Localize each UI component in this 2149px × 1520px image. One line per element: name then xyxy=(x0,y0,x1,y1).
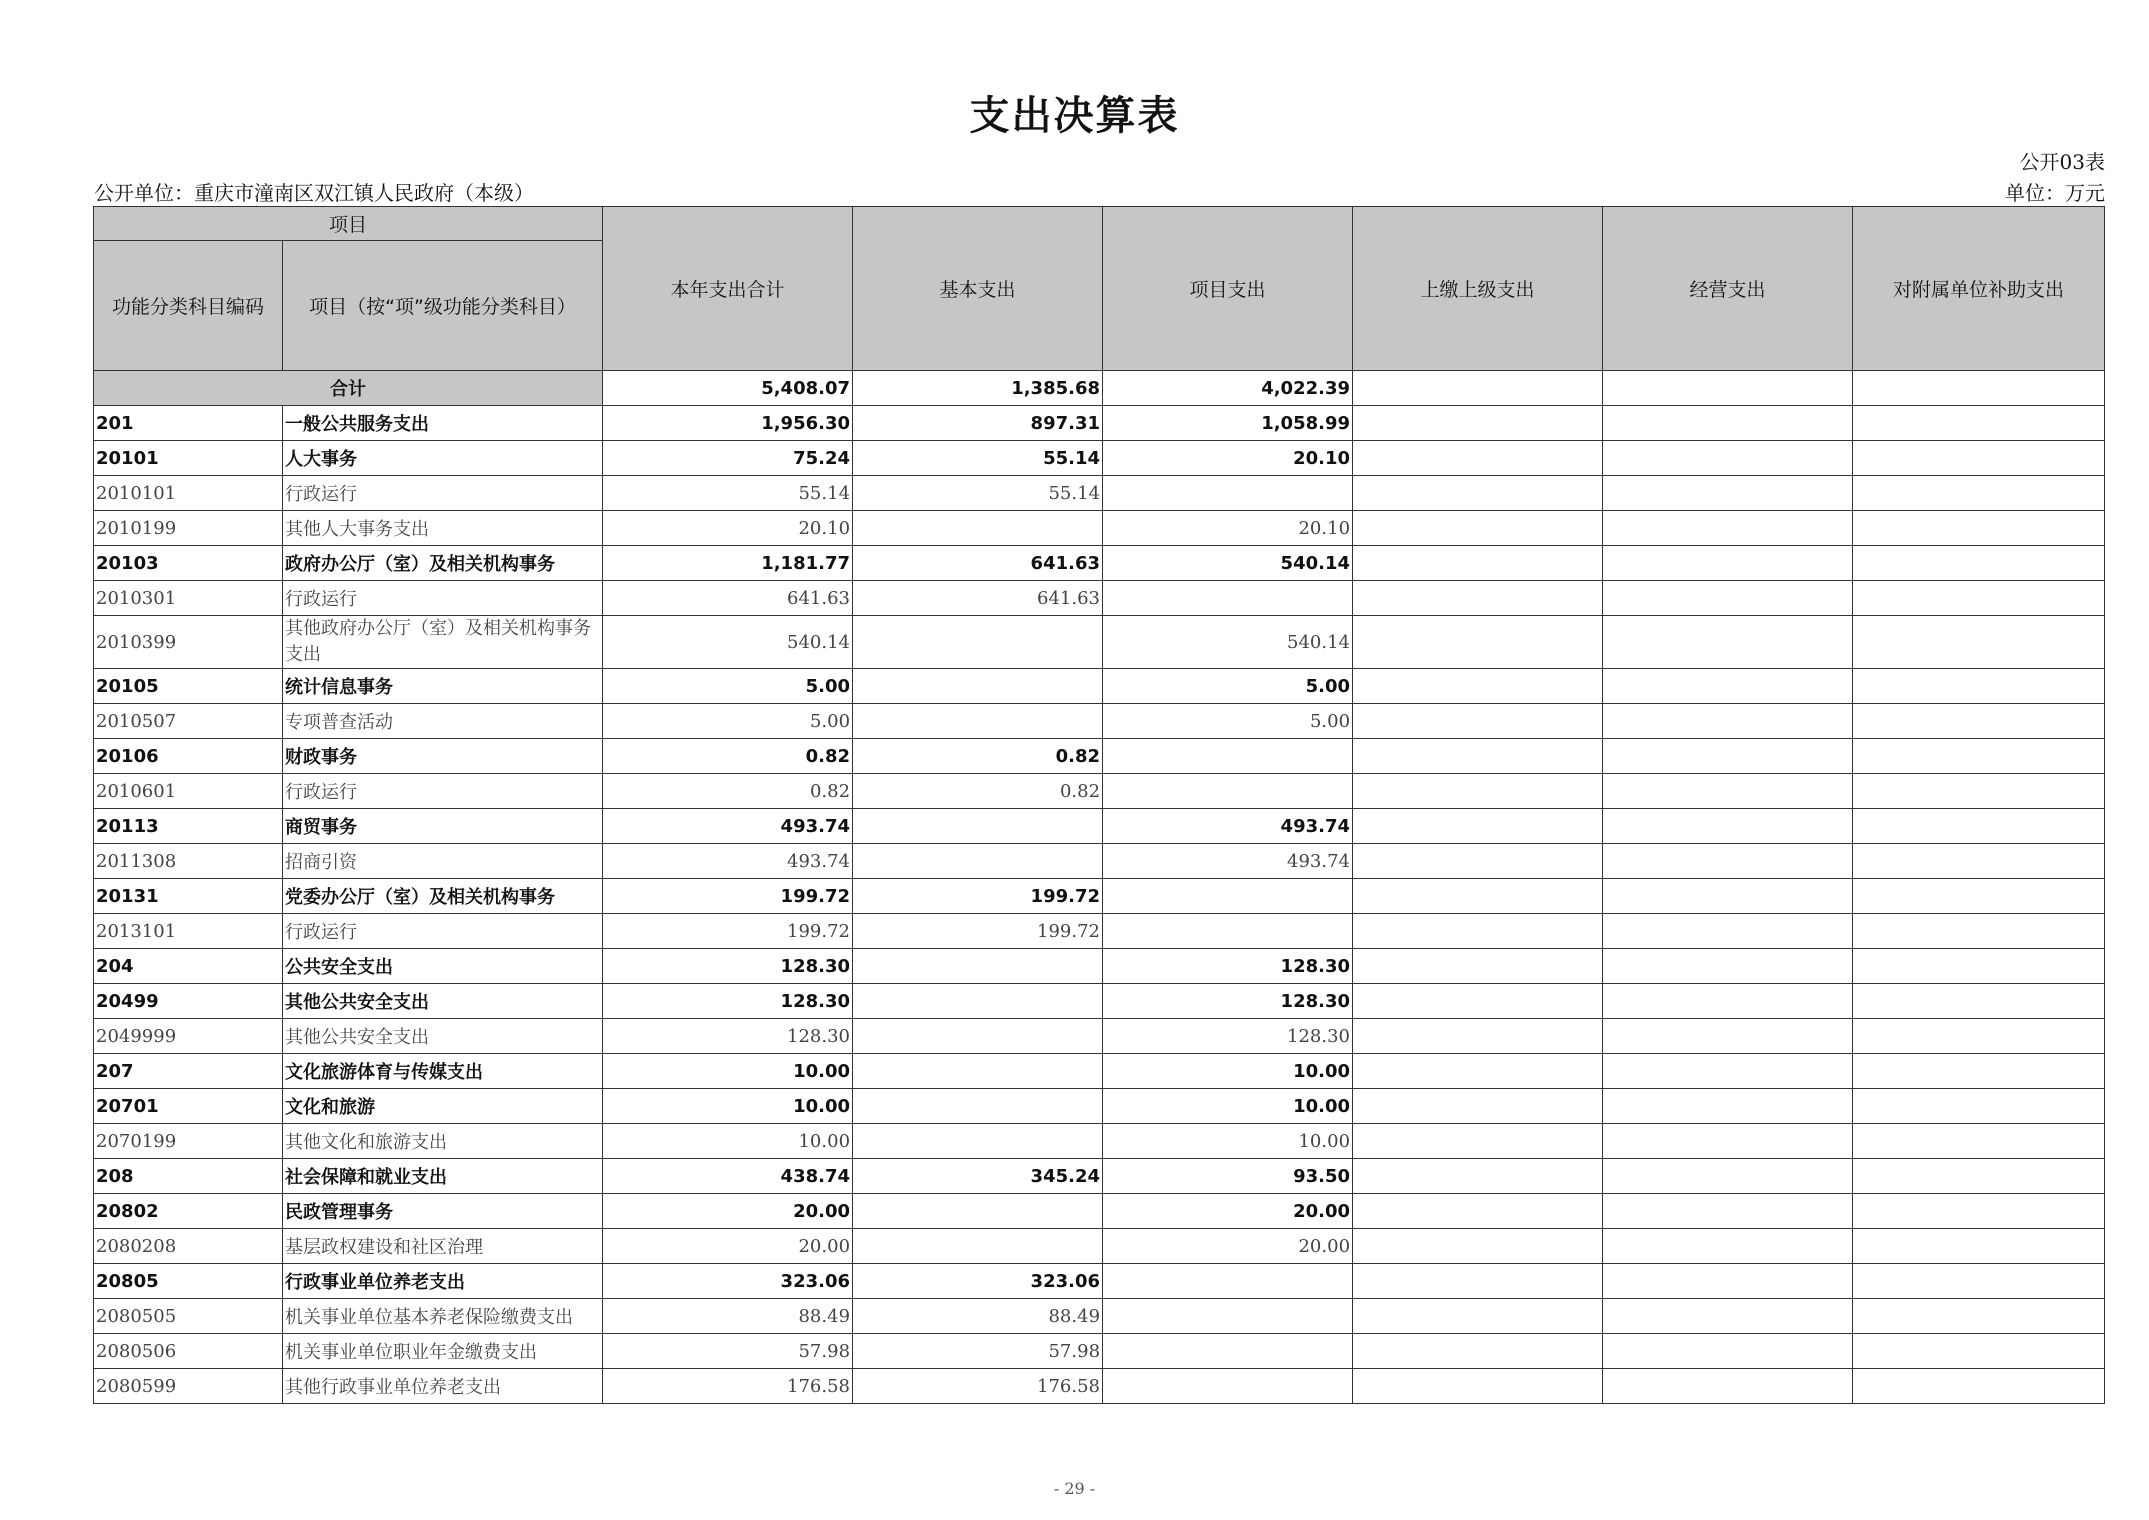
cell-project: 93.50 xyxy=(1103,1159,1353,1194)
cell-upper xyxy=(1353,581,1603,616)
cell-code: 20113 xyxy=(94,809,283,844)
cell-basic: 0.82 xyxy=(853,774,1103,809)
cell-name: 基层政权建设和社区治理 xyxy=(283,1229,603,1264)
cell-business xyxy=(1603,949,1853,984)
cell-total: 5.00 xyxy=(603,669,853,704)
cell-project xyxy=(1103,739,1353,774)
cell-subsidy xyxy=(1853,616,2105,669)
cell-code: 2080506 xyxy=(94,1334,283,1369)
cell-subsidy xyxy=(1853,1089,2105,1124)
cell-project: 493.74 xyxy=(1103,844,1353,879)
cell-business xyxy=(1603,914,1853,949)
cell-basic xyxy=(853,984,1103,1019)
cell-upper xyxy=(1353,1299,1603,1334)
cell-total: 88.49 xyxy=(603,1299,853,1334)
table-row xyxy=(94,914,2105,949)
cell-code: 2070199 xyxy=(94,1124,283,1159)
cell-name: 机关事业单位职业年金缴费支出 xyxy=(283,1334,603,1369)
cell-business xyxy=(1603,406,1853,441)
cell-total: 5.00 xyxy=(603,704,853,739)
cell-total: 55.14 xyxy=(603,476,853,511)
cell-business xyxy=(1603,844,1853,879)
cell-subsidy xyxy=(1853,1019,2105,1054)
cell-subsidy xyxy=(1853,1299,2105,1334)
cell-basic: 897.31 xyxy=(853,406,1103,441)
cell-upper xyxy=(1353,406,1603,441)
cell-basic xyxy=(853,1019,1103,1054)
cell-upper xyxy=(1353,774,1603,809)
cell-basic: 345.24 xyxy=(853,1159,1103,1194)
table-row xyxy=(94,1159,2105,1194)
cell-subsidy xyxy=(1853,739,2105,774)
cell-code: 20101 xyxy=(94,441,283,476)
cell-total: 10.00 xyxy=(603,1089,853,1124)
cell-upper xyxy=(1353,1054,1603,1089)
cell-basic xyxy=(853,844,1103,879)
total-project: 4,022.39 xyxy=(1103,371,1353,406)
table-row xyxy=(94,1299,2105,1334)
cell-total: 493.74 xyxy=(603,844,853,879)
cell-business xyxy=(1603,739,1853,774)
table-row xyxy=(94,1054,2105,1089)
cell-business xyxy=(1603,809,1853,844)
header-upper: 上缴上级支出 xyxy=(1353,207,1603,371)
cell-business xyxy=(1603,1299,1853,1334)
cell-basic: 199.72 xyxy=(853,914,1103,949)
cell-subsidy xyxy=(1853,1229,2105,1264)
expenditure-table xyxy=(93,206,2105,1404)
cell-code: 204 xyxy=(94,949,283,984)
cell-basic: 0.82 xyxy=(853,739,1103,774)
cell-name: 其他公共安全支出 xyxy=(283,1019,603,1054)
cell-project xyxy=(1103,914,1353,949)
form-number: 公开03表 xyxy=(2019,150,2105,174)
cell-name: 行政运行 xyxy=(283,914,603,949)
cell-project: 540.14 xyxy=(1103,546,1353,581)
table-row xyxy=(94,739,2105,774)
cell-upper xyxy=(1353,1019,1603,1054)
cell-business xyxy=(1603,669,1853,704)
cell-subsidy xyxy=(1853,1369,2105,1404)
cell-name: 行政事业单位养老支出 xyxy=(283,1264,603,1299)
cell-business xyxy=(1603,1019,1853,1054)
cell-business xyxy=(1603,546,1853,581)
cell-total: 438.74 xyxy=(603,1159,853,1194)
cell-project: 10.00 xyxy=(1103,1054,1353,1089)
cell-upper xyxy=(1353,1264,1603,1299)
cell-total: 323.06 xyxy=(603,1264,853,1299)
cell-name: 行政运行 xyxy=(283,774,603,809)
cell-business xyxy=(1603,774,1853,809)
header-subsidy: 对附属单位补助支出 xyxy=(1853,207,2105,371)
table-row xyxy=(94,546,2105,581)
table-row xyxy=(94,511,2105,546)
cell-upper xyxy=(1353,1369,1603,1404)
table-row xyxy=(94,704,2105,739)
cell-name: 公共安全支出 xyxy=(283,949,603,984)
cell-subsidy xyxy=(1853,441,2105,476)
cell-project: 5.00 xyxy=(1103,669,1353,704)
cell-code: 2080599 xyxy=(94,1369,283,1404)
table-row xyxy=(94,949,2105,984)
cell-code: 20802 xyxy=(94,1194,283,1229)
cell-total: 493.74 xyxy=(603,809,853,844)
cell-basic xyxy=(853,949,1103,984)
cell-business xyxy=(1603,441,1853,476)
cell-business xyxy=(1603,1334,1853,1369)
cell-project xyxy=(1103,1369,1353,1404)
table-row xyxy=(94,984,2105,1019)
cell-basic: 88.49 xyxy=(853,1299,1103,1334)
cell-project: 493.74 xyxy=(1103,809,1353,844)
cell-code: 2080505 xyxy=(94,1299,283,1334)
cell-basic xyxy=(853,1089,1103,1124)
table-row xyxy=(94,1124,2105,1159)
cell-project: 20.10 xyxy=(1103,441,1353,476)
table-row xyxy=(94,476,2105,511)
cell-total: 75.24 xyxy=(603,441,853,476)
cell-upper xyxy=(1353,546,1603,581)
table-row xyxy=(94,844,2105,879)
cell-total: 540.14 xyxy=(603,616,853,669)
cell-code: 20103 xyxy=(94,546,283,581)
cell-basic: 57.98 xyxy=(853,1334,1103,1369)
cell-subsidy xyxy=(1853,1334,2105,1369)
cell-code: 20499 xyxy=(94,984,283,1019)
table-row xyxy=(94,1019,2105,1054)
cell-subsidy xyxy=(1853,581,2105,616)
cell-total: 199.72 xyxy=(603,879,853,914)
cell-subsidy xyxy=(1853,879,2105,914)
total-row xyxy=(94,371,2105,406)
cell-upper xyxy=(1353,1159,1603,1194)
cell-basic xyxy=(853,1124,1103,1159)
cell-name: 文化和旅游 xyxy=(283,1089,603,1124)
cell-project: 128.30 xyxy=(1103,1019,1353,1054)
cell-project xyxy=(1103,879,1353,914)
total-subsidy xyxy=(1853,371,2105,406)
cell-total: 199.72 xyxy=(603,914,853,949)
cell-basic xyxy=(853,809,1103,844)
cell-upper xyxy=(1353,739,1603,774)
cell-name: 招商引资 xyxy=(283,844,603,879)
cell-code: 2010399 xyxy=(94,616,283,669)
cell-total: 20.00 xyxy=(603,1229,853,1264)
cell-basic xyxy=(853,704,1103,739)
cell-name: 政府办公厅（室）及相关机构事务 xyxy=(283,546,603,581)
cell-subsidy xyxy=(1853,546,2105,581)
cell-business xyxy=(1603,1054,1853,1089)
cell-upper xyxy=(1353,984,1603,1019)
cell-upper xyxy=(1353,511,1603,546)
table-row xyxy=(94,774,2105,809)
header-total: 本年支出合计 xyxy=(603,207,853,371)
cell-basic: 55.14 xyxy=(853,476,1103,511)
header-name: 项目（按“项”级功能分类科目） xyxy=(283,241,603,371)
cell-basic xyxy=(853,1229,1103,1264)
cell-total: 0.82 xyxy=(603,774,853,809)
cell-project: 128.30 xyxy=(1103,984,1353,1019)
cell-project: 5.00 xyxy=(1103,704,1353,739)
table-row xyxy=(94,669,2105,704)
cell-basic: 323.06 xyxy=(853,1264,1103,1299)
page-title: 支出决算表 xyxy=(969,93,1180,139)
cell-upper xyxy=(1353,844,1603,879)
cell-business xyxy=(1603,511,1853,546)
cell-upper xyxy=(1353,1089,1603,1124)
cell-total: 128.30 xyxy=(603,1019,853,1054)
cell-upper xyxy=(1353,1229,1603,1264)
cell-project xyxy=(1103,581,1353,616)
cell-upper xyxy=(1353,879,1603,914)
cell-business xyxy=(1603,616,1853,669)
cell-name: 其他人大事务支出 xyxy=(283,511,603,546)
cell-name: 行政运行 xyxy=(283,476,603,511)
cell-business xyxy=(1603,1089,1853,1124)
cell-code: 2010601 xyxy=(94,774,283,809)
table-row xyxy=(94,1229,2105,1264)
cell-business xyxy=(1603,1159,1853,1194)
cell-name: 文化旅游体育与传媒支出 xyxy=(283,1054,603,1089)
cell-code: 2049999 xyxy=(94,1019,283,1054)
header-project: 项目支出 xyxy=(1103,207,1353,371)
cell-basic xyxy=(853,616,1103,669)
cell-business xyxy=(1603,1369,1853,1404)
table-row xyxy=(94,616,2105,669)
cell-upper xyxy=(1353,704,1603,739)
cell-name: 党委办公厅（室）及相关机构事务 xyxy=(283,879,603,914)
cell-basic: 641.63 xyxy=(853,546,1103,581)
cell-total: 1,956.30 xyxy=(603,406,853,441)
cell-name: 统计信息事务 xyxy=(283,669,603,704)
cell-subsidy xyxy=(1853,476,2105,511)
cell-code: 20701 xyxy=(94,1089,283,1124)
cell-project: 128.30 xyxy=(1103,949,1353,984)
cell-subsidy xyxy=(1853,1264,2105,1299)
cell-name: 社会保障和就业支出 xyxy=(283,1159,603,1194)
cell-name: 专项普查活动 xyxy=(283,704,603,739)
table-row xyxy=(94,1334,2105,1369)
cell-name: 其他公共安全支出 xyxy=(283,984,603,1019)
cell-name: 一般公共服务支出 xyxy=(283,406,603,441)
cell-project xyxy=(1103,1299,1353,1334)
cell-project: 10.00 xyxy=(1103,1124,1353,1159)
cell-subsidy xyxy=(1853,914,2105,949)
header-code: 功能分类科目编码 xyxy=(94,241,283,371)
cell-business xyxy=(1603,1229,1853,1264)
cell-subsidy xyxy=(1853,1054,2105,1089)
cell-upper xyxy=(1353,1334,1603,1369)
cell-business xyxy=(1603,704,1853,739)
total-label: 合计 xyxy=(94,371,603,406)
cell-business xyxy=(1603,879,1853,914)
cell-code: 2013101 xyxy=(94,914,283,949)
page-number: - 29 - xyxy=(1053,1479,1096,1498)
reporting-unit: 公开单位：重庆市潼南区双江镇人民政府（本级） xyxy=(94,181,534,205)
cell-code: 20805 xyxy=(94,1264,283,1299)
cell-project: 20.10 xyxy=(1103,511,1353,546)
total-business xyxy=(1603,371,1853,406)
cell-name: 商贸事务 xyxy=(283,809,603,844)
header-item: 项目 xyxy=(94,207,603,241)
cell-total: 1,181.77 xyxy=(603,546,853,581)
cell-upper xyxy=(1353,476,1603,511)
cell-subsidy xyxy=(1853,809,2105,844)
cell-business xyxy=(1603,1124,1853,1159)
cell-project xyxy=(1103,476,1353,511)
cell-subsidy xyxy=(1853,1194,2105,1229)
cell-subsidy xyxy=(1853,406,2105,441)
cell-code: 20131 xyxy=(94,879,283,914)
cell-basic xyxy=(853,1194,1103,1229)
cell-total: 128.30 xyxy=(603,984,853,1019)
cell-basic xyxy=(853,669,1103,704)
cell-project xyxy=(1103,774,1353,809)
table-row xyxy=(94,581,2105,616)
cell-total: 641.63 xyxy=(603,581,853,616)
cell-subsidy xyxy=(1853,984,2105,1019)
table-row xyxy=(94,809,2105,844)
cell-basic xyxy=(853,1054,1103,1089)
cell-name: 机关事业单位基本养老保险缴费支出 xyxy=(283,1299,603,1334)
cell-upper xyxy=(1353,949,1603,984)
cell-code: 2010507 xyxy=(94,704,283,739)
table-row xyxy=(94,1369,2105,1404)
cell-upper xyxy=(1353,669,1603,704)
cell-total: 10.00 xyxy=(603,1124,853,1159)
table-row xyxy=(94,441,2105,476)
cell-total: 128.30 xyxy=(603,949,853,984)
cell-name: 行政运行 xyxy=(283,581,603,616)
cell-business xyxy=(1603,1194,1853,1229)
cell-project xyxy=(1103,1264,1353,1299)
cell-basic xyxy=(853,511,1103,546)
total-upper xyxy=(1353,371,1603,406)
header-basic: 基本支出 xyxy=(853,207,1103,371)
table-row xyxy=(94,879,2105,914)
table-row xyxy=(94,1264,2105,1299)
cell-total: 20.00 xyxy=(603,1194,853,1229)
cell-subsidy xyxy=(1853,511,2105,546)
cell-project: 20.00 xyxy=(1103,1194,1353,1229)
cell-code: 20106 xyxy=(94,739,283,774)
cell-total: 0.82 xyxy=(603,739,853,774)
table-row xyxy=(94,1089,2105,1124)
cell-project: 20.00 xyxy=(1103,1229,1353,1264)
cell-project: 10.00 xyxy=(1103,1089,1353,1124)
cell-business xyxy=(1603,1264,1853,1299)
cell-code: 207 xyxy=(94,1054,283,1089)
cell-name: 民政管理事务 xyxy=(283,1194,603,1229)
cell-subsidy xyxy=(1853,774,2105,809)
cell-subsidy xyxy=(1853,1159,2105,1194)
cell-code: 201 xyxy=(94,406,283,441)
cell-total: 10.00 xyxy=(603,1054,853,1089)
cell-code: 208 xyxy=(94,1159,283,1194)
cell-subsidy xyxy=(1853,1124,2105,1159)
cell-subsidy xyxy=(1853,669,2105,704)
table-row xyxy=(94,1194,2105,1229)
cell-upper xyxy=(1353,809,1603,844)
cell-code: 2080208 xyxy=(94,1229,283,1264)
cell-basic: 55.14 xyxy=(853,441,1103,476)
cell-name: 人大事务 xyxy=(283,441,603,476)
cell-upper xyxy=(1353,616,1603,669)
cell-project xyxy=(1103,1334,1353,1369)
table-row xyxy=(94,406,2105,441)
total-basic: 1,385.68 xyxy=(853,371,1103,406)
cell-subsidy xyxy=(1853,704,2105,739)
total-amount: 5,408.07 xyxy=(603,371,853,406)
cell-upper xyxy=(1353,1194,1603,1229)
cell-name: 其他政府办公厅（室）及相关机构事务支出 xyxy=(283,616,603,669)
cell-name: 其他行政事业单位养老支出 xyxy=(283,1369,603,1404)
cell-business xyxy=(1603,476,1853,511)
cell-project: 540.14 xyxy=(1103,616,1353,669)
cell-code: 2010101 xyxy=(94,476,283,511)
cell-total: 176.58 xyxy=(603,1369,853,1404)
cell-name: 财政事务 xyxy=(283,739,603,774)
cell-subsidy xyxy=(1853,949,2105,984)
cell-basic: 199.72 xyxy=(853,879,1103,914)
currency-unit: 单位：万元 xyxy=(2005,181,2105,205)
cell-code: 2011308 xyxy=(94,844,283,879)
cell-project: 1,058.99 xyxy=(1103,406,1353,441)
cell-total: 57.98 xyxy=(603,1334,853,1369)
cell-subsidy xyxy=(1853,844,2105,879)
cell-basic: 641.63 xyxy=(853,581,1103,616)
cell-name: 其他文化和旅游支出 xyxy=(283,1124,603,1159)
cell-total: 20.10 xyxy=(603,511,853,546)
cell-upper xyxy=(1353,1124,1603,1159)
cell-business xyxy=(1603,984,1853,1019)
cell-upper xyxy=(1353,441,1603,476)
cell-code: 2010199 xyxy=(94,511,283,546)
header-business: 经营支出 xyxy=(1603,207,1853,371)
cell-upper xyxy=(1353,914,1603,949)
cell-code: 2010301 xyxy=(94,581,283,616)
cell-business xyxy=(1603,581,1853,616)
cell-basic: 176.58 xyxy=(853,1369,1103,1404)
cell-code: 20105 xyxy=(94,669,283,704)
